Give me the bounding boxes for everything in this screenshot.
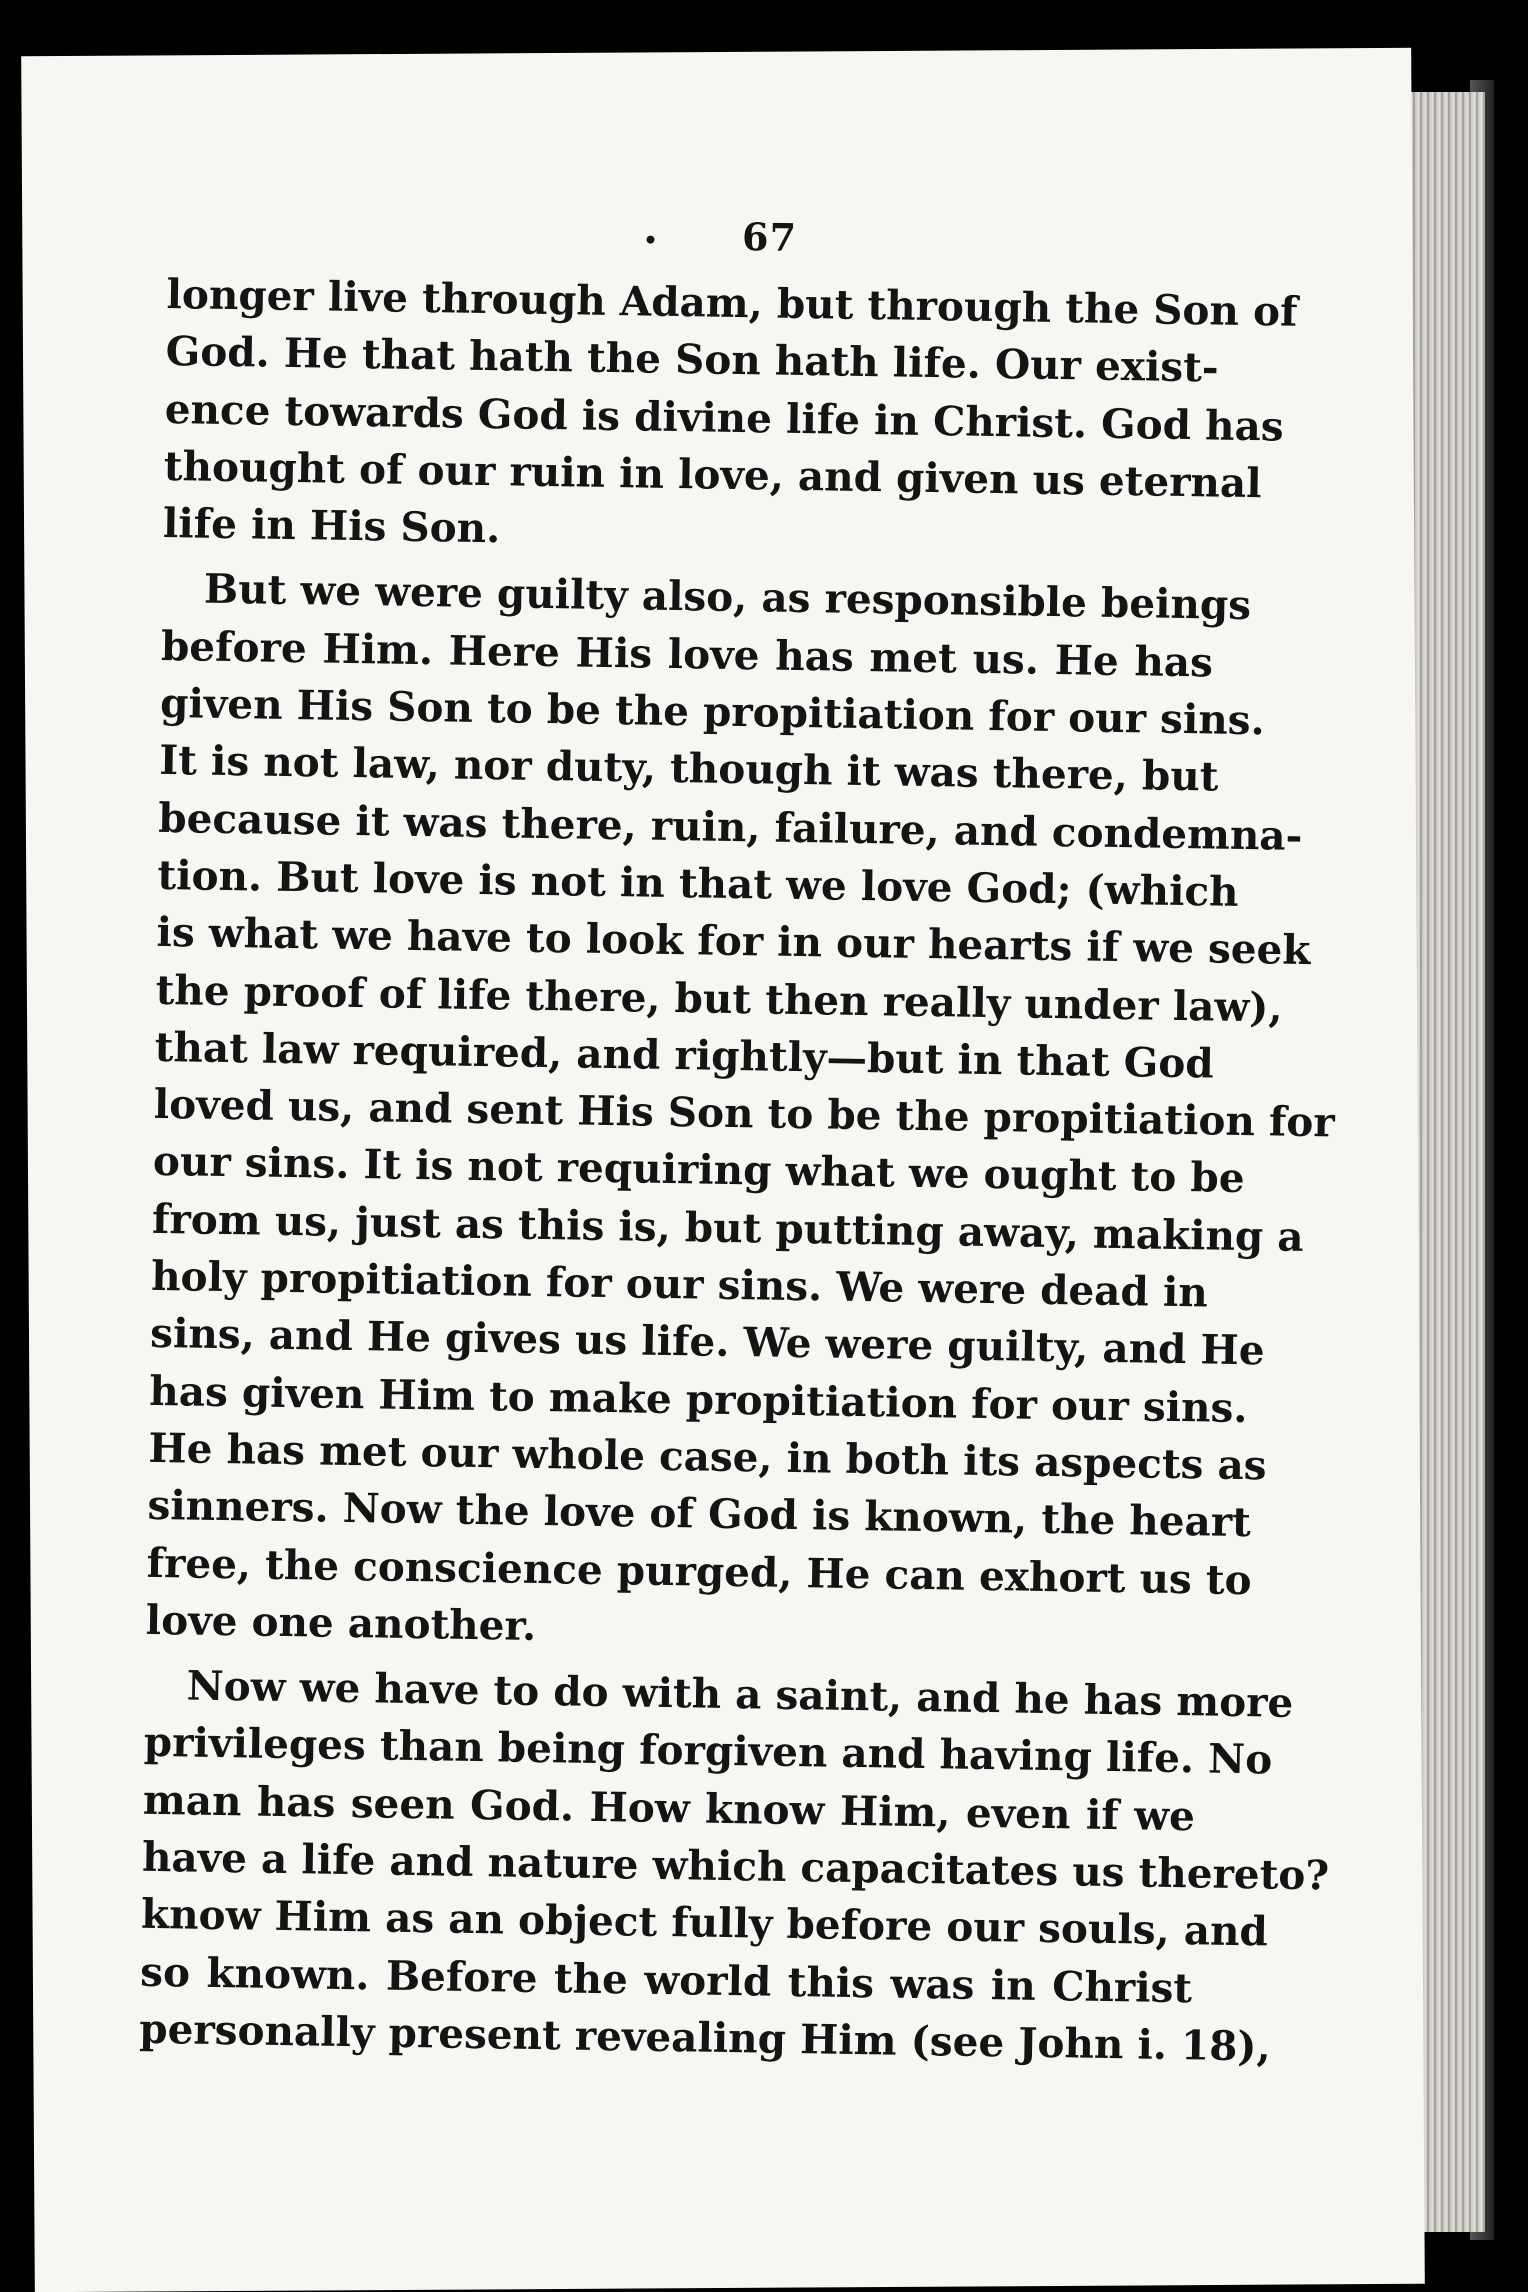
text-line: the proof of life there, but then really under law), xyxy=(155,965,1283,1032)
text-line: longer live through Adam, but through the Son of xyxy=(166,269,1298,336)
text-line: But we were guilty also, as responsible beings xyxy=(203,565,1252,630)
text-line: ence towards God is divine life in Christ. God has xyxy=(164,384,1285,451)
text-line: It is not law, nor duty, though it was there, but xyxy=(158,736,1219,801)
text-line: has given Him to make propitiation for our sins. xyxy=(148,1366,1248,1432)
text-line: our sins. It is not requiring what we ought to be xyxy=(152,1137,1245,1203)
text-line: life in His Son. xyxy=(162,499,501,553)
text-line: loved us, and sent His Son to be the propitiation for xyxy=(153,1080,1336,1147)
text-line: because it was there, ruin, failure, and condemna- xyxy=(157,793,1303,860)
text-line: man has seen God. How know Him, even if we xyxy=(142,1775,1196,1841)
text-line: that law required, and rightly—but in that God xyxy=(154,1022,1215,1088)
text-line: free, the conscience purged, He can exhort us to xyxy=(146,1538,1253,1604)
text-line: holy propitiation for our sins. We were dead in xyxy=(150,1251,1209,1317)
paragraph-3 xyxy=(138,1657,1330,2075)
page-text xyxy=(138,205,1336,2074)
text-line: tion. But love is not in that we love God; (which xyxy=(157,850,1239,916)
text-line: Now we have to do with a saint, and he has more xyxy=(186,1661,1294,1727)
text-line: from us, just as this is, but putting away, making a xyxy=(151,1194,1305,1261)
text-line: given His Son to be the propitiation for our sins. xyxy=(159,679,1266,745)
text-line: He has met our whole case, in both its aspects as xyxy=(148,1423,1267,1490)
text-line: have a life and nature which capacitates us thereto? xyxy=(141,1832,1330,1900)
text-line: sins, and He gives us life. We were guilty, and He xyxy=(149,1309,1265,1375)
text-line: know Him as an object fully before our souls, and xyxy=(140,1890,1269,1956)
stray-mark xyxy=(646,235,654,243)
text-line: sinners. Now the love of God is known, the heart xyxy=(147,1481,1252,1547)
paragraph-2 xyxy=(145,560,1336,1665)
text-line: is what we have to look for in our hearts if we seek xyxy=(156,908,1311,975)
text-line: so known. Before the world this was in Christ xyxy=(139,1947,1193,2012)
text-line: personally present revealing Him (see John i. 18), xyxy=(138,2004,1272,2071)
text-line: before Him. Here His love has met us. He has xyxy=(160,621,1214,687)
text-line: privileges than being forgiven and having life. No xyxy=(143,1718,1273,1784)
paragraph-1 xyxy=(162,266,1298,569)
text-line: God. He that hath the Son hath life. Our exist- xyxy=(165,327,1220,392)
page-number-text: 67 xyxy=(741,214,798,260)
text-line: love one another. xyxy=(145,1595,537,1650)
text-line: thought of our ruin in love, and given us eternal xyxy=(163,441,1262,508)
